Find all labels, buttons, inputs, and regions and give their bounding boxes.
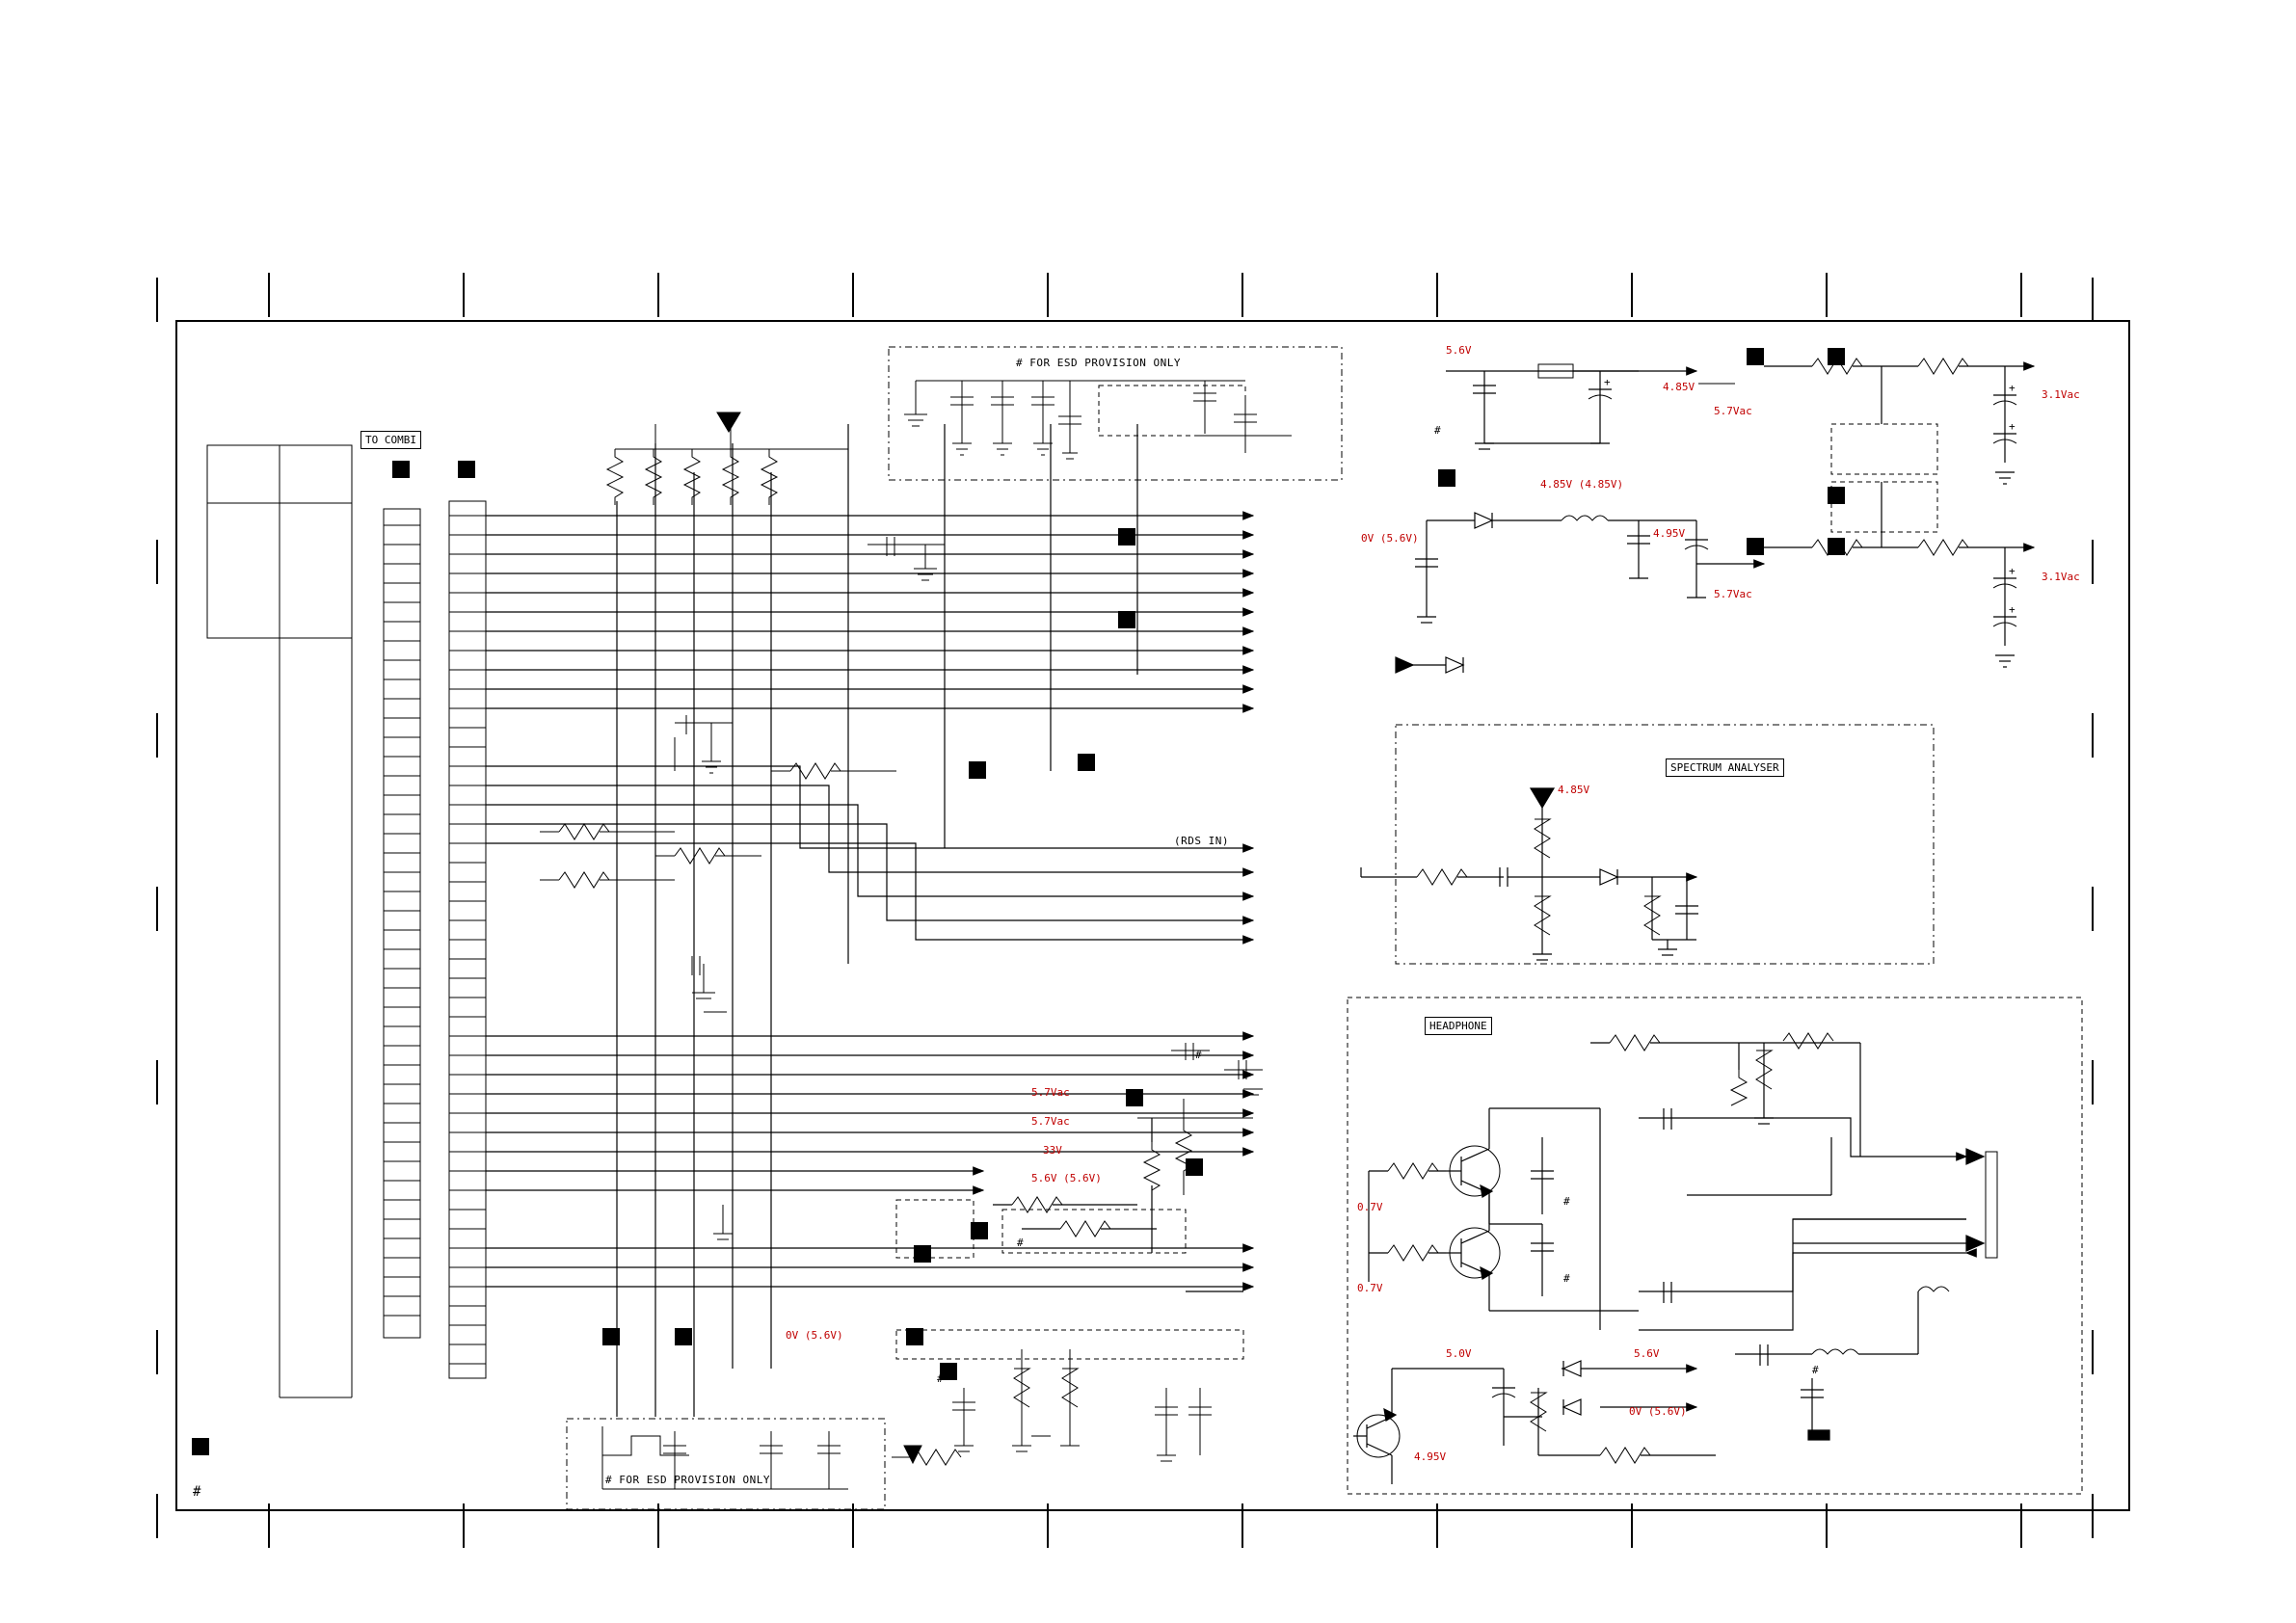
component-pad (969, 761, 986, 779)
component-pad (1828, 538, 1845, 555)
hash-marker: # (1812, 1364, 1820, 1376)
voltage-label: 4.95V (1414, 1450, 1447, 1463)
hash-marker: # (1017, 1237, 1025, 1249)
component-pad (458, 461, 475, 478)
voltage-label: 3.1Vac (2042, 388, 2080, 401)
note-esd-bottom: # FOR ESD PROVISION ONLY (605, 1474, 770, 1486)
component-pad (1828, 348, 1845, 365)
voltage-label: 3.1Vac (2042, 571, 2080, 583)
voltage-label: 5.7Vac (1714, 405, 1752, 417)
voltage-label: 5.6V (5.6V) (1031, 1172, 1102, 1184)
voltage-label: 0V (5.6V) (786, 1329, 843, 1342)
voltage-label: 5.0V (1446, 1347, 1472, 1360)
component-pad (1747, 538, 1764, 555)
voltage-label: 0.7V (1357, 1282, 1383, 1294)
component-pad (914, 1245, 931, 1263)
component-pad (906, 1328, 923, 1345)
component-pad (1438, 469, 1455, 487)
svg-text:+: + (2009, 420, 2016, 433)
note-hash: # (193, 1484, 201, 1500)
voltage-label: 5.7Vac (1714, 588, 1752, 600)
svg-text:+: + (2009, 603, 2016, 616)
block-label-to-combi: TO COMBI (360, 431, 421, 449)
component-pad (1118, 528, 1135, 545)
voltage-label: 5.7Vac (1031, 1086, 1070, 1099)
voltage-label: 0.7V (1357, 1201, 1383, 1213)
note-rds-in: (RDS IN) (1174, 835, 1229, 847)
hash-marker: # (1434, 424, 1442, 437)
voltage-label: 0V (5.6V) (1361, 532, 1419, 545)
component-pad (1747, 348, 1764, 365)
hash-marker: # (1563, 1195, 1571, 1208)
component-pad (192, 1438, 209, 1455)
voltage-label: 4.85V (4.85V) (1540, 478, 1624, 491)
voltage-label: 4.95V (1653, 527, 1686, 540)
hash-marker: # (937, 1372, 945, 1385)
voltage-label: 33V (1043, 1144, 1062, 1157)
component-pad (1078, 754, 1095, 771)
component-pad (1186, 1158, 1203, 1176)
component-pad (1126, 1089, 1143, 1106)
note-esd-top: # FOR ESD PROVISION ONLY (1016, 357, 1181, 369)
svg-text:+: + (2009, 382, 2016, 394)
hash-marker: # (1563, 1272, 1571, 1285)
voltage-label: 4.85V (1558, 784, 1590, 796)
svg-text:+: + (2009, 565, 2016, 577)
component-pad (602, 1328, 620, 1345)
svg-text:+: + (1604, 376, 1611, 388)
component-pad (1118, 611, 1135, 628)
component-pad (1828, 487, 1845, 504)
block-label-spectrum-analyser: SPECTRUM ANALYSER (1666, 758, 1784, 777)
voltage-label: 4.85V (1663, 381, 1695, 393)
component-pad (392, 461, 410, 478)
voltage-label: 0V (5.6V) (1629, 1405, 1687, 1418)
voltage-label: 5.6V (1634, 1347, 1660, 1360)
component-pad (675, 1328, 692, 1345)
component-pad (971, 1222, 988, 1239)
voltage-label: 5.7Vac (1031, 1115, 1070, 1128)
voltage-label: 5.6V (1446, 344, 1472, 357)
block-label-headphone: HEADPHONE (1425, 1017, 1492, 1035)
hash-marker: # (1195, 1049, 1203, 1061)
